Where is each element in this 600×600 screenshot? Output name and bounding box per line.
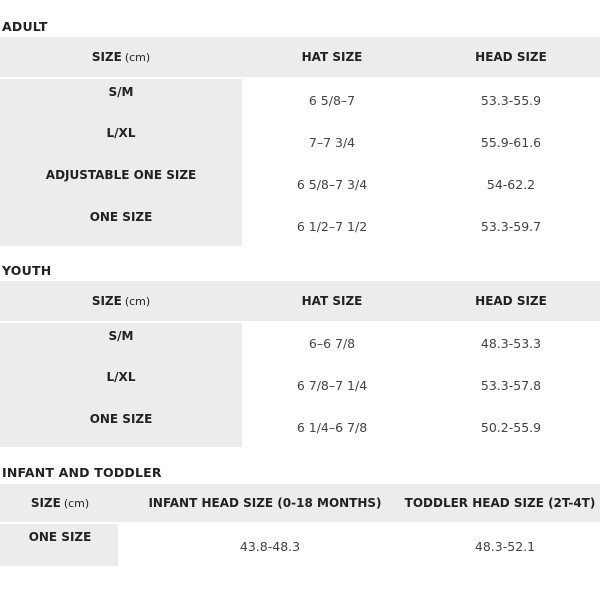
adult-header-hat: HAT SIZE — [301, 50, 363, 64]
youth-row-3-head: 50.2-55.9 — [480, 419, 542, 435]
infant-toddler-header-size-label — [0, 484, 120, 522]
adult-row-4-head: 53.3-59.7 — [480, 218, 542, 234]
size-unit: (cm) — [124, 294, 151, 308]
adult-row-4-hat: 6 1/2–7 1/2 — [296, 218, 368, 234]
youth-row-2-hat: 6 7/8–7 1/4 — [296, 377, 368, 393]
infant-toddler-row-1-size: ONE SIZE — [28, 530, 92, 544]
size-unit: (cm) — [124, 50, 151, 64]
adult-row-2-hat: 7–7 3/4 — [308, 134, 356, 150]
adult-row-3-head: 54-62.2 — [486, 176, 536, 192]
youth-header-hat: HAT SIZE — [301, 294, 363, 308]
youth-row-2-head: 53.3-57.8 — [480, 377, 542, 393]
adult-row-2-head: 55.9-61.6 — [480, 134, 542, 150]
infant-toddler-header-infant: INFANT HEAD SIZE (0-18 MONTHS) — [148, 496, 382, 510]
adult-row-1-size: S/M — [108, 85, 134, 99]
youth-header-size-label — [0, 281, 242, 321]
adult-section-title: ADULT — [2, 19, 48, 34]
adult-row-2-size: L/XL — [106, 126, 136, 140]
size-label: SIZE — [91, 294, 122, 308]
size-label: SIZE — [30, 496, 61, 510]
size-unit: (cm) — [63, 496, 90, 510]
adult-header-size-label — [0, 37, 242, 77]
youth-row-1-size: S/M — [108, 329, 134, 343]
youth-section-title: YOUTH — [2, 263, 52, 278]
infant-toddler-section-title: INFANT AND TODDLER — [2, 465, 162, 480]
adult-row-1-head: 53.3-55.9 — [480, 92, 542, 108]
youth-header-head: HEAD SIZE — [475, 294, 547, 308]
youth-row-3-size: ONE SIZE — [89, 412, 153, 426]
size-label: SIZE — [91, 50, 122, 64]
adult-header-head: HEAD SIZE — [475, 50, 547, 64]
adult-row-1-hat: 6 5/8–7 — [308, 92, 356, 108]
infant-toddler-header-toddler: TODDLER HEAD SIZE (2T-4T) — [404, 496, 596, 510]
adult-row-3-size: ADJUSTABLE ONE SIZE — [45, 168, 197, 182]
infant-toddler-row-1-infant: 43.8-48.3 — [239, 538, 301, 554]
youth-row-1-hat: 6–6 7/8 — [308, 335, 356, 351]
infant-toddler-row-1-toddler: 48.3-52.1 — [474, 538, 536, 554]
adult-row-3-hat: 6 5/8–7 3/4 — [296, 176, 368, 192]
youth-row-2-size: L/XL — [106, 370, 136, 384]
youth-row-1-head: 48.3-53.3 — [480, 335, 542, 351]
youth-row-3-hat: 6 1/4–6 7/8 — [296, 419, 368, 435]
adult-row-4-size: ONE SIZE — [89, 210, 153, 224]
